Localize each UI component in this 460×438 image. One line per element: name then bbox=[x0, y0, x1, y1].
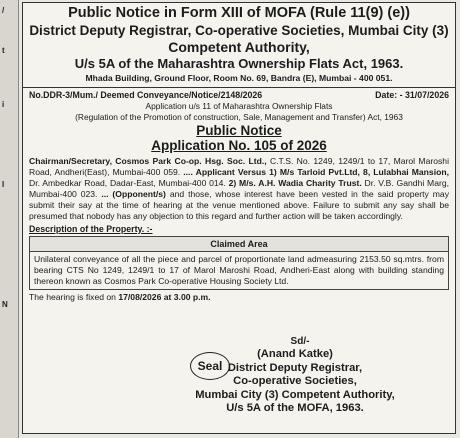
signed-mark: Sd/- bbox=[290, 336, 310, 347]
opponent2-name: 2) M/s. A.H. Wadia Charity Trust. bbox=[228, 178, 362, 189]
act-subtitle: (Regulation of the Promotion of construction, Sale, Management and Transfer) Act, 1963 bbox=[75, 111, 403, 122]
signatory-name: (Anand Katke) bbox=[257, 348, 333, 360]
versus-clause: .... Applicant Versus 1) M/s Tarloid Pvt.Ltd, 8, Lulabhai Mansion, bbox=[183, 167, 449, 178]
edge-fragment: I bbox=[2, 180, 5, 189]
edge-fragment: / bbox=[2, 6, 5, 15]
claimed-area-box bbox=[29, 236, 449, 290]
application-number: Application No. 105 of 2026 bbox=[151, 138, 327, 153]
reference-number: No.DDR-3/Mum./ Deemed Conveyance/Notice/2148/2026 bbox=[29, 90, 263, 100]
notice-form-title: Public Notice in Form XIII of MOFA (Rule 11(9) (e)) bbox=[68, 5, 410, 21]
edge-fragment: i bbox=[2, 100, 5, 109]
edge-fragment: N bbox=[2, 300, 8, 309]
hearing-prefix: The hearing is fixed on bbox=[29, 291, 119, 302]
adjacent-column-edge bbox=[0, 0, 19, 438]
notice-date: Date: - 31/07/2026 bbox=[375, 90, 449, 100]
hearing-datetime: 17/08/2026 at 3.00 p.m. bbox=[118, 291, 211, 302]
signatory-title-3: Mumbai City (3) Competent Authority, bbox=[195, 388, 395, 401]
applicant-address: C.T.S. No. 1249, 1249/1 to 17, Marol Maroshi Road, Andheri(East), Mumbai-400 059. bbox=[29, 156, 449, 178]
office-address: Mhada Building, Ground Floor, Room No. 69, Bandra (E), Mumbai - 400 051. bbox=[85, 73, 393, 83]
notice-body-rest: and those, whose interest have been vested in the said property may submit their say at the time of hearing at the venue mentioned above. Failure to submit any say shall be presumed that nobody has any objection to this regard and further action will be taken accordingly. bbox=[29, 189, 449, 222]
act-line: U/s 5A of the Maharashtra Ownership Flats Act, 1963. bbox=[74, 56, 404, 71]
seal-stamp: Seal bbox=[190, 352, 230, 380]
signature-block bbox=[170, 336, 420, 416]
claimed-area-text: Unilateral conveyance of all the piece and parcel of proportionate land admeasuring 2153.50 sq.mtrs. from bearing CTS No 1249, 1249/1 to 17 of Marol Maroshi Road, Andheri-East along with building standing thereon known as Cosmos Park Co-operative Housing Society Ltd. bbox=[34, 253, 444, 286]
notice-body bbox=[23, 156, 455, 223]
authority-line-2: Competent Authority, bbox=[168, 39, 310, 55]
signatory-title-1: District Deputy Registrar, bbox=[227, 361, 363, 374]
public-notice-heading: Public Notice bbox=[196, 123, 282, 138]
opponent1-address: Dr. Ambedkar Road, Dadar-East, Mumbai-400 014. bbox=[29, 178, 229, 189]
edge-fragment: t bbox=[2, 46, 5, 55]
applicant-name: Chairman/Secretary, Cosmos Park Co-op. Hsg. Soc. Ltd., bbox=[29, 156, 267, 166]
signatory-title-2: Co-operative Societies, bbox=[233, 375, 357, 388]
opponents-label: ... (Opponent/s) bbox=[101, 189, 166, 200]
authority-line: District Deputy Registrar, Co-operative Societies, Mumbai City (3) bbox=[29, 23, 449, 38]
claimed-area-heading: Claimed Area bbox=[30, 237, 448, 252]
hearing-line bbox=[23, 290, 455, 305]
reference-row bbox=[23, 88, 455, 101]
signatory-title-4: U/s 5A of the MOFA, 1963. bbox=[226, 402, 364, 415]
property-description-heading: Description of the Property. :- bbox=[29, 223, 153, 234]
opponent2-address: Dr. V.B. Gandhi Marg, Mumbai-400 023. bbox=[29, 178, 449, 200]
application-subtitle: Application u/s 11 of Maharashtra Ownership Flats bbox=[145, 101, 333, 111]
